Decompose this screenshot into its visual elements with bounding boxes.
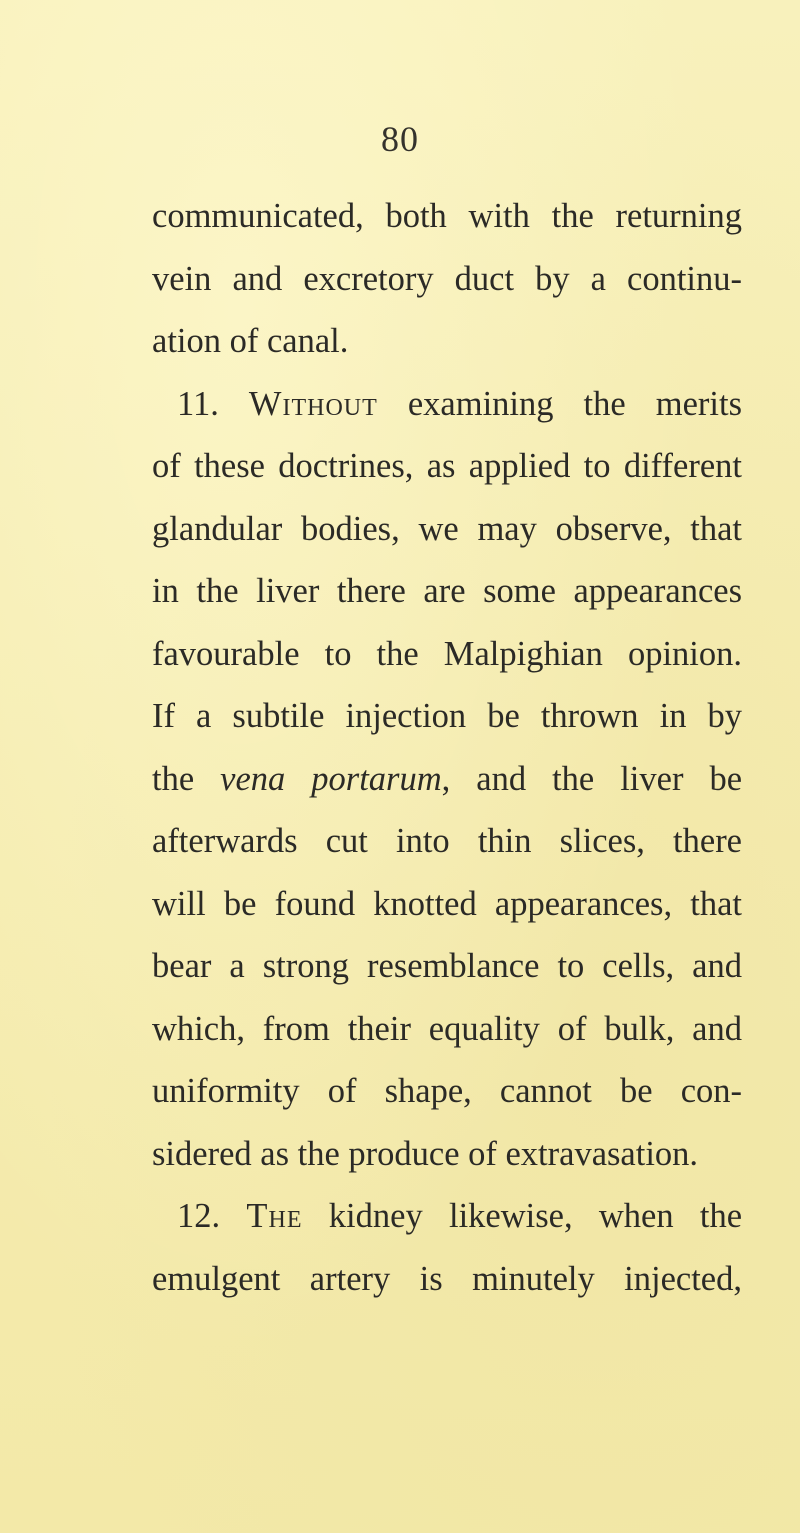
text-segment: examining the merits [407,384,742,423]
text-line: vein and excretory duct by a continu- [152,259,742,298]
text-segment: kidney likewise, when the [328,1197,743,1235]
text-line: uniformity of shape, cannot be con- [152,1072,742,1110]
paragraph-12-start [152,1185,742,1248]
text-line: in the liver there are some appearances [152,572,742,610]
italic-term: vena portarum [220,759,442,798]
text-line: emulgent artery is minutely injected, [152,1259,742,1298]
small-caps-word: The [246,1197,303,1235]
text-line: If a subtile injection be thrown in by [152,697,742,735]
text-line: bear a strong resemblance to cells, and [152,947,742,985]
paragraph-11-start [152,373,742,436]
text-line: which, from their equality of bulk, and [152,1009,742,1048]
body-text [152,185,742,1310]
text-line: glandular bodies, we may observe, that [152,509,742,548]
page-number: 80 [381,119,419,159]
text-line: of these doctrines, as applied to different [152,447,742,485]
paragraph-number: 11. [177,384,219,423]
small-caps-word: Without [248,384,378,423]
text-line: sidered as the produce of extravasation. [152,1134,699,1173]
text-segment: , and the liver be [441,759,743,798]
text-line: favourable to the Malpighian opinion. [152,634,742,673]
text-line: communicated, both with the returning [152,197,742,235]
text-line: ation of canal. [152,322,349,360]
text-segment: the [152,759,195,798]
text-line: afterwards cut into thin slices, there [152,822,742,860]
paragraph-number: 12. [177,1197,221,1235]
text-line-with-italic [152,748,742,811]
text-line: will be found knotted appearances, that [152,884,742,923]
